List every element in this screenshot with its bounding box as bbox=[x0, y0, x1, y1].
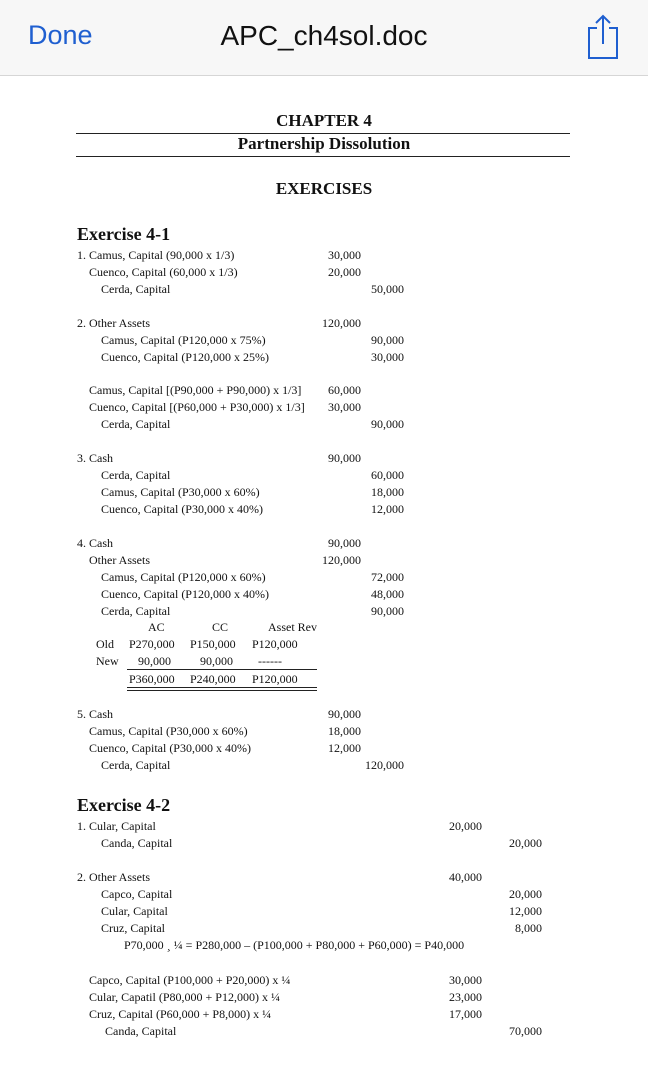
debit-amount: 90,000 bbox=[328, 451, 361, 465]
entry-line: Cuenco, Capital (P30,000 x 40%) bbox=[101, 502, 263, 516]
debit-amount: 120,000 bbox=[322, 553, 361, 567]
entry-line: Cular, Capatil (P80,000 + P12,000) x ¼ bbox=[89, 990, 280, 1004]
table-cell: P270,000 bbox=[129, 637, 175, 651]
computation-note: P70,000 ¸ ¼ = P280,000 – (P100,000 + P80,000 + P60,000) = P40,000 bbox=[124, 938, 465, 952]
credit-amount: 90,000 bbox=[371, 333, 404, 347]
table-total-rule bbox=[127, 669, 317, 670]
credit-amount: 20,000 bbox=[509, 887, 542, 901]
entry-line: 4. Cash bbox=[77, 536, 113, 550]
debit-amount: 20,000 bbox=[328, 265, 361, 279]
table-cell: ------ bbox=[258, 654, 282, 668]
credit-amount: 12,000 bbox=[509, 904, 542, 918]
entry-line: Camus, Capital [(P90,000 + P90,000) x 1/3] bbox=[89, 383, 302, 397]
entry-line: Cerda, Capital bbox=[101, 468, 171, 482]
debit-amount: 20,000 bbox=[449, 819, 482, 833]
table-header: CC bbox=[212, 620, 229, 634]
credit-amount: 18,000 bbox=[371, 485, 404, 499]
table-row-label: New bbox=[96, 654, 119, 668]
debit-amount: 30,000 bbox=[449, 973, 482, 987]
credit-amount: 90,000 bbox=[371, 417, 404, 431]
entry-line: Cerda, Capital bbox=[101, 758, 171, 772]
debit-amount: 60,000 bbox=[328, 383, 361, 397]
table-cell: 90,000 bbox=[200, 654, 233, 668]
table-double-rule bbox=[127, 690, 317, 691]
entry-line: Camus, Capital (P120,000 x 75%) bbox=[101, 333, 266, 347]
table-cell: P150,000 bbox=[190, 637, 236, 651]
credit-amount: 90,000 bbox=[371, 604, 404, 618]
entry-line: Cerda, Capital bbox=[101, 417, 171, 431]
document-page[interactable] bbox=[0, 76, 648, 1080]
entry-line: Cuenco, Capital (P30,000 x 40%) bbox=[89, 741, 251, 755]
share-icon[interactable] bbox=[584, 12, 622, 62]
entry-line: Cuenco, Capital [(P60,000 + P30,000) x 1/3] bbox=[89, 400, 305, 414]
credit-amount: 8,000 bbox=[515, 921, 542, 935]
table-header: Asset Rev bbox=[268, 620, 317, 634]
document-title: APC_ch4sol.doc bbox=[220, 20, 428, 51]
table-cell: 90,000 bbox=[138, 654, 171, 668]
section-heading: EXERCISES bbox=[275, 179, 373, 198]
debit-amount: 40,000 bbox=[449, 870, 482, 884]
top-bar bbox=[0, 0, 648, 76]
done-button[interactable]: Done bbox=[28, 20, 93, 50]
table-cell: P240,000 bbox=[190, 672, 236, 686]
credit-amount: 72,000 bbox=[371, 570, 404, 584]
credit-amount: 50,000 bbox=[371, 282, 404, 296]
entry-line: 5. Cash bbox=[77, 707, 113, 721]
entry-line: Cuenco, Capital (60,000 x 1/3) bbox=[89, 265, 238, 279]
entry-line: Cular, Capital bbox=[101, 904, 168, 918]
entry-line: Capco, Capital (P100,000 + P20,000) x ¼ bbox=[89, 973, 291, 987]
entry-line: Cuenco, Capital (P120,000 x 25%) bbox=[101, 350, 269, 364]
credit-amount: 12,000 bbox=[371, 502, 404, 516]
entry-line: 1. Camus, Capital (90,000 x 1/3) bbox=[77, 248, 235, 262]
exercise-4-1-title: Exercise 4-1 bbox=[77, 224, 171, 244]
credit-amount: 120,000 bbox=[365, 758, 404, 772]
debit-amount: 30,000 bbox=[328, 248, 361, 262]
entry-line: Camus, Capital (P30,000 x 60%) bbox=[101, 485, 260, 499]
chapter-heading: CHAPTER 4 bbox=[276, 111, 372, 130]
debit-amount: 30,000 bbox=[328, 400, 361, 414]
debit-amount: 90,000 bbox=[328, 707, 361, 721]
table-row-label: Old bbox=[96, 637, 114, 651]
debit-amount: 17,000 bbox=[449, 1007, 482, 1021]
table-double-rule bbox=[127, 687, 317, 688]
credit-amount: 30,000 bbox=[371, 350, 404, 364]
entry-line: 2. Other Assets bbox=[77, 870, 150, 884]
entry-line: Camus, Capital (P120,000 x 60%) bbox=[101, 570, 266, 584]
table-cell: P120,000 bbox=[252, 637, 298, 651]
credit-amount: 48,000 bbox=[371, 587, 404, 601]
debit-amount: 120,000 bbox=[322, 316, 361, 330]
table-cell: P360,000 bbox=[129, 672, 175, 686]
header-rule-bottom bbox=[76, 156, 570, 157]
debit-amount: 90,000 bbox=[328, 536, 361, 550]
exercise-4-2-title: Exercise 4-2 bbox=[77, 795, 171, 815]
entry-line: Canda, Capital bbox=[101, 836, 173, 850]
debit-amount: 23,000 bbox=[449, 990, 482, 1004]
entry-line: Cerda, Capital bbox=[101, 604, 171, 618]
entry-line: Canda, Capital bbox=[105, 1024, 177, 1038]
debit-amount: 18,000 bbox=[328, 724, 361, 738]
credit-amount: 70,000 bbox=[509, 1024, 542, 1038]
chapter-subtitle: Partnership Dissolution bbox=[237, 134, 411, 153]
entry-line: Cruz, Capital bbox=[101, 921, 165, 935]
table-cell: P120,000 bbox=[252, 672, 298, 686]
entry-line: Camus, Capital (P30,000 x 60%) bbox=[89, 724, 248, 738]
entry-line: 2. Other Assets bbox=[77, 316, 150, 330]
credit-amount: 20,000 bbox=[509, 836, 542, 850]
entry-line: 1. Cular, Capital bbox=[77, 819, 156, 833]
entry-line: Cruz, Capital (P60,000 + P8,000) x ¼ bbox=[89, 1007, 272, 1021]
table-header: AC bbox=[148, 620, 165, 634]
entry-line: Cerda, Capital bbox=[101, 282, 171, 296]
entry-line: Other Assets bbox=[89, 553, 150, 567]
credit-amount: 60,000 bbox=[371, 468, 404, 482]
entry-line: 3. Cash bbox=[77, 451, 113, 465]
debit-amount: 12,000 bbox=[328, 741, 361, 755]
entry-line: Capco, Capital bbox=[101, 887, 173, 901]
entry-line: Cuenco, Capital (P120,000 x 40%) bbox=[101, 587, 269, 601]
